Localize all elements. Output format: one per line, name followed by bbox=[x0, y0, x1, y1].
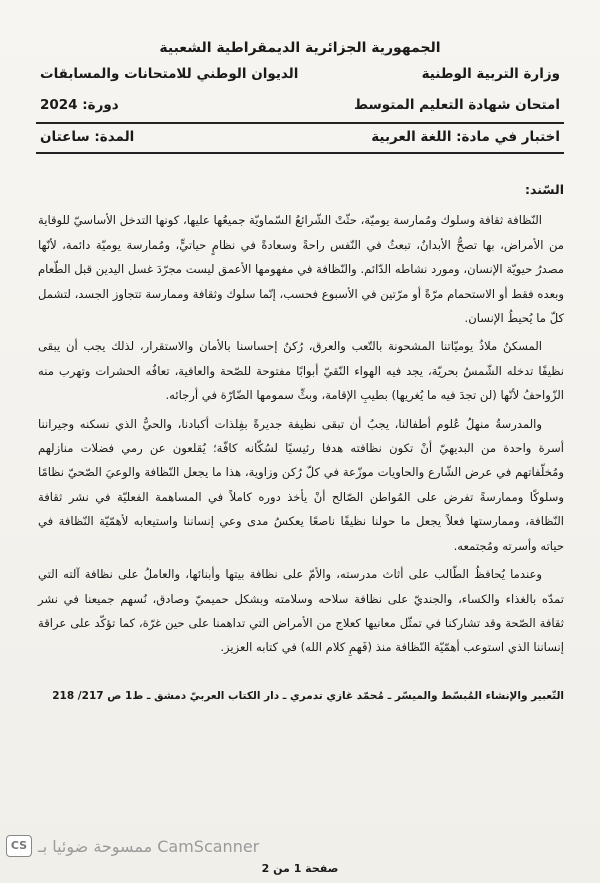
duration-label: المدة: ساعتان bbox=[40, 129, 135, 145]
office-label: الديوان الوطني للامتحانات والمسابقات bbox=[40, 66, 299, 82]
page-number: صفحة 1 من 2 bbox=[261, 862, 339, 875]
camscanner-icon: CS bbox=[6, 835, 32, 857]
subject-divider bbox=[36, 152, 564, 154]
exam-label: امتحان شهادة التعليم المتوسط bbox=[354, 97, 560, 113]
session-label: دورة: 2024 bbox=[40, 97, 119, 113]
paragraph-1: النّظافة ثقافة وسلوك ومُمارسة يوميّة، حثّتْ الشّرائعُ السّماويّة جميعُها عليها، كونها التدخل الأساسيّ للوقاية من الأمراض، بها تصحُّ الأبدانُ، تبعثُ في النّفس راحةً وسعادةً في نظامٍ حياتيٍّ، ومُمارسة يوميّة دائمة، لأنّها مصدرُ حيويّة الإنسان، ومورد نشاطه الدّائم. والنّظافة في مفهومها الأعمق ليست مجرّدَ غسل اليدين قبل الطّعام وبعده فقط أو الاستحمام مرّةً أو مرّتين في الأسبوع فحسب، إنّما سلوك وثقافة وممارسة تتجاوز الجسد، لتشمل كلّ ما يُحيطُ الإنسان. bbox=[38, 213, 564, 326]
paragraph-4: وعندما يُحافظُ الطّالب على أثاث مدرسته، والأمّ على نظافة بيتها وأبنائها، والعاملُ على نظافة آلته التي تمدّه بالغذاء والكساء، والجنديّ على نظافة سلاحه وسلامته وبشكل حميميّ وصادق، نُسهم جميعنا في نشر ثقافة الصّحة وقد تشاركنا في تمثّل معانيها كعلاج من الأمراض التي تداهمنا على حين غرّة، كما تؤكّد على عراقة إنساننا الذي استوعب أهمّيّة النّظافة منذ (فَهمِ كلام الله) في كتابه العزيز. bbox=[38, 567, 564, 655]
paragraph-3: والمدرسةُ منهلُ عُلوم أطفالنا، يجبُ أن تبقى نظيفة جديرةً بفِلذات أكبادنا، والحيُّ الذي نسكنه وجيراننا أسرة واحدة من البديهيّ أنْ تكون نظافته هدفا رئيسيًا لسُكّانه كافّة؛ يُقلعون عن رمي فضلات منازلهم ومُخلّفاتهم في عرض الشّارع والحاويات موزّعة في كلّ رُكن وزاوية، هذا ما يجعل النّظافة والوعيَ الصّحيّ نظامًا وسلوكًا وممارسةً تفرض على المُواطن الصّالح أنْ يأخذ دوره كاملاً في المساهمة الفعليّة في نشر ثقافة النّظافة، وممارستها فعلاً يجعل ما حولنا نظيفًا ناصعًا يعكسُ مدى وعي إنساننا واستيعابه لأهمّيّة النّظافة في حياته وأسرته ومُجتمعه. bbox=[38, 416, 564, 553]
passage-label: السّند: bbox=[524, 182, 564, 197]
republic-title: الجمهورية الجزائرية الديمقراطية الشعبية bbox=[159, 40, 441, 56]
source-citation: التّعبير والإنشاء المُبسّط والميسّر ـ مُحمّد غازي تدمري ـ دار الكتاب العربيّ دمشق ـ ط1 ص 217/ 218 bbox=[52, 690, 564, 702]
subject-label: اختبار في مادة: اللغة العربية bbox=[371, 129, 560, 145]
passage bbox=[38, 178, 564, 664]
paragraph-2: المسكنُ ملاذُ يوميّاتنا المشحونة بالتّعب والعرق، رُكنُ إحساسنا بالأمان والاستقرار، لذلك يجب أن يبقى نظيفًا تدخله الشّمسُ بحريّة، يجد فيه الهواء النّقيّ أبوابًا مفتوحة للصّحة والعافية، تعافُه الحشرات وتهرب منه الزّواحفُ لأنّها (لن تجدَ فيه ما يُغريها) بطيبِ الإقامة، وبثِّ سمومها الضّارّة في أرجائه. bbox=[38, 339, 564, 403]
header-divider bbox=[36, 122, 564, 124]
camscanner-text: CamScanner ممسوحة ضوئيا بـ bbox=[38, 836, 260, 856]
camscanner-watermark bbox=[6, 835, 259, 857]
ministry-label: وزارة التربية الوطنية bbox=[421, 66, 560, 82]
